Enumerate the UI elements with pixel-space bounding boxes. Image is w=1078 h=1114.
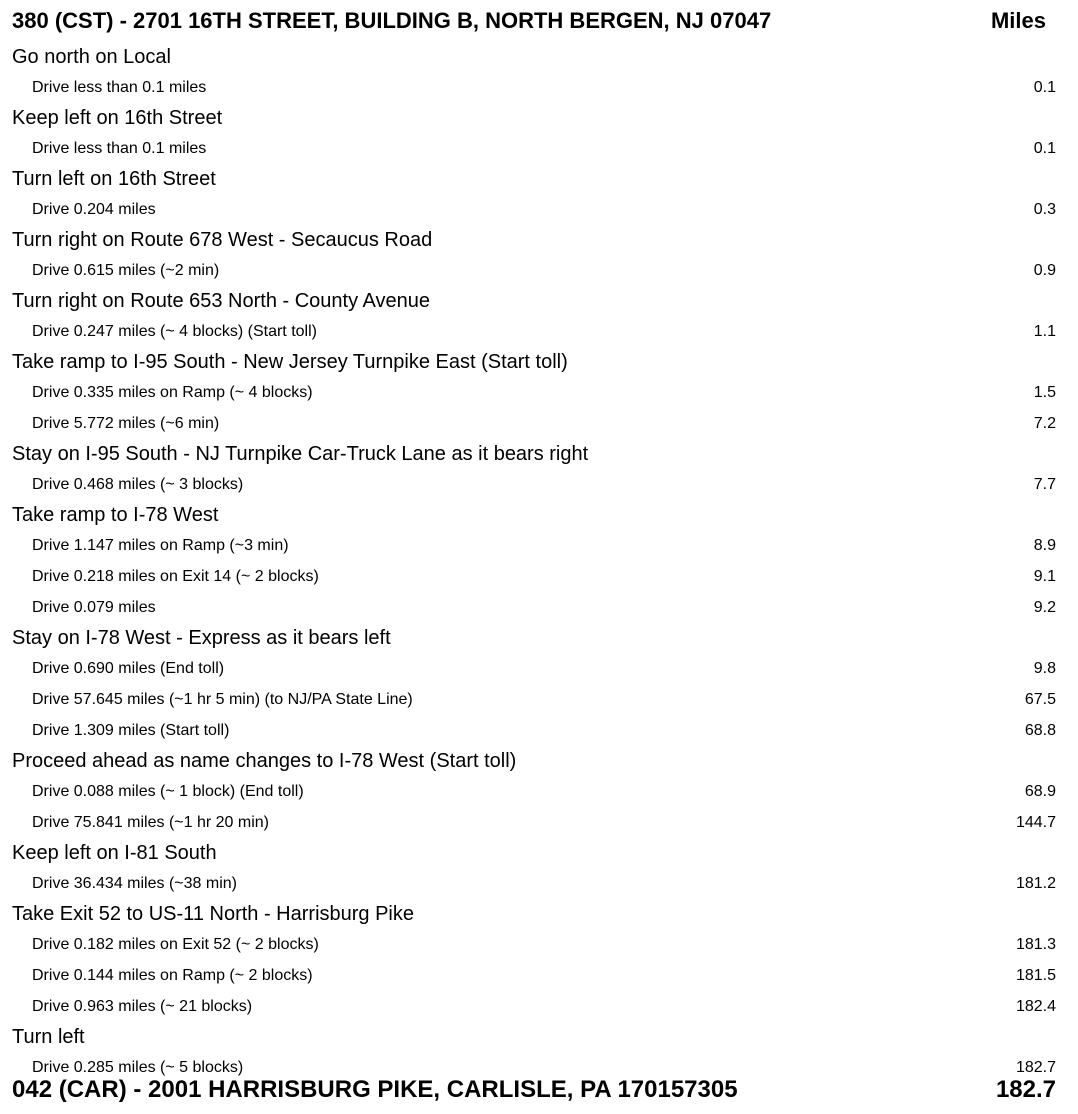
destination-address: 042 (CAR) - 2001 HARRISBURG PIKE, CARLISLE, PA 170157305 — [12, 1076, 738, 1103]
cumulative-miles: 1.5 — [1033, 384, 1056, 401]
direction-instruction: Stay on I-78 West - Express as it bears left — [12, 627, 391, 649]
drive-segment-text: Drive 0.285 miles (~ 5 blocks) — [32, 1059, 244, 1076]
direction-instruction: Turn left on 16th Street — [12, 168, 216, 190]
drive-segment-text: Drive 0.218 miles on Exit 14 (~ 2 blocks) — [32, 568, 319, 585]
cumulative-miles: 8.9 — [1033, 537, 1056, 554]
drive-segment-text: Drive 0.079 miles — [32, 599, 156, 616]
cumulative-miles: 67.5 — [1024, 691, 1056, 708]
drive-segment-row — [12, 991, 1064, 1022]
cumulative-miles: 9.8 — [1033, 660, 1056, 677]
route-header — [12, 6, 1064, 42]
drive-segment-row — [12, 776, 1064, 807]
drive-segment-text: Drive 0.247 miles (~ 4 blocks) (Start toll) — [32, 323, 317, 340]
drive-segment-text: Drive 0.182 miles on Exit 52 (~ 2 blocks) — [32, 936, 319, 953]
drive-segment-text: Drive 0.144 miles on Ramp (~ 2 blocks) — [32, 967, 313, 984]
cumulative-miles: 182.7 — [1015, 1059, 1056, 1076]
miles-column-header: Miles — [990, 8, 1046, 33]
cumulative-miles: 9.2 — [1033, 599, 1056, 616]
cumulative-miles: 1.1 — [1033, 323, 1056, 340]
drive-segment-text: Drive 0.088 miles (~ 1 block) (End toll) — [32, 783, 304, 800]
drive-segment-text: Drive less than 0.1 miles — [32, 79, 207, 96]
origin-address: 380 (CST) - 2701 16TH STREET, BUILDING B, NORTH BERGEN, NJ 07047 — [12, 8, 772, 33]
drive-segment-row — [12, 929, 1064, 960]
direction-instruction: Turn right on Route 653 North - County Avenue — [12, 290, 431, 312]
directions-list — [12, 42, 1064, 1083]
drive-segment-text: Drive 0.615 miles (~2 min) — [32, 262, 220, 279]
cumulative-miles: 0.3 — [1033, 201, 1056, 218]
drive-segment-text: Drive 1.309 miles (Start toll) — [32, 722, 230, 739]
drive-segment-text: Drive 0.335 miles on Ramp (~ 4 blocks) — [32, 384, 313, 401]
cumulative-miles: 7.2 — [1033, 415, 1056, 432]
total-miles: 182.7 — [995, 1076, 1056, 1103]
drive-segment-row — [12, 194, 1064, 225]
drive-segment-row — [12, 715, 1064, 746]
cumulative-miles: 181.3 — [1015, 936, 1056, 953]
drive-segment-row — [12, 408, 1064, 439]
direction-instruction: Take ramp to I-78 West — [12, 504, 219, 526]
drive-segment-row — [12, 592, 1064, 623]
drive-segment-text: Drive less than 0.1 miles — [32, 140, 207, 157]
cumulative-miles: 0.1 — [1033, 140, 1056, 157]
drive-segment-text: Drive 0.468 miles (~ 3 blocks) — [32, 476, 244, 493]
drive-segment-row — [12, 377, 1064, 408]
drive-segment-row — [12, 653, 1064, 684]
direction-instruction: Take Exit 52 to US-11 North - Harrisburg Pike — [12, 903, 415, 925]
drive-segment-text: Drive 1.147 miles on Ramp (~3 min) — [32, 537, 289, 554]
drive-segment-text: Drive 75.841 miles (~1 hr 20 min) — [32, 814, 269, 831]
direction-instruction: Turn left — [12, 1026, 85, 1048]
drive-segment-row — [12, 72, 1064, 103]
cumulative-miles: 0.9 — [1033, 262, 1056, 279]
direction-instruction: Keep left on 16th Street — [12, 107, 223, 129]
drive-segment-row — [12, 133, 1064, 164]
cumulative-miles: 7.7 — [1033, 476, 1056, 493]
drive-segment-text: Drive 0.204 miles — [32, 201, 156, 218]
cumulative-miles: 144.7 — [1015, 814, 1056, 831]
cumulative-miles: 68.9 — [1024, 783, 1056, 800]
direction-instruction: Turn right on Route 678 West - Secaucus Road — [12, 229, 433, 251]
drive-segment-text: Drive 0.963 miles (~ 21 blocks) — [32, 998, 253, 1015]
drive-segment-row — [12, 960, 1064, 991]
cumulative-miles: 181.5 — [1015, 967, 1056, 984]
drive-segment-text: Drive 57.645 miles (~1 hr 5 min) (to NJ/PA State Line) — [32, 691, 413, 708]
drive-segment-text: Drive 5.772 miles (~6 min) — [32, 415, 220, 432]
drive-segment-row — [12, 255, 1064, 286]
drive-segment-row — [12, 868, 1064, 899]
cumulative-miles: 68.8 — [1024, 722, 1056, 739]
cumulative-miles: 9.1 — [1033, 568, 1056, 585]
direction-instruction: Keep left on I-81 South — [12, 842, 217, 864]
drive-segment-row — [12, 469, 1064, 500]
drive-segment-text: Drive 0.690 miles (End toll) — [32, 660, 225, 677]
route-footer — [12, 1072, 1064, 1108]
drive-segment-row — [12, 316, 1064, 347]
cumulative-miles: 0.1 — [1033, 79, 1056, 96]
drive-segment-row — [12, 684, 1064, 715]
direction-instruction: Stay on I-95 South - NJ Turnpike Car-Truck Lane as it bears right — [12, 443, 589, 465]
cumulative-miles: 182.4 — [1015, 998, 1056, 1015]
drive-segment-row — [12, 561, 1064, 592]
cumulative-miles: 181.2 — [1015, 875, 1056, 892]
direction-instruction: Proceed ahead as name changes to I-78 West (Start toll) — [12, 750, 517, 772]
drive-segment-row — [12, 530, 1064, 561]
direction-instruction: Take ramp to I-95 South - New Jersey Turnpike East (Start toll) — [12, 351, 568, 373]
drive-segment-row — [12, 807, 1064, 838]
direction-instruction: Go north on Local — [12, 46, 171, 68]
drive-segment-text: Drive 36.434 miles (~38 min) — [32, 875, 237, 892]
